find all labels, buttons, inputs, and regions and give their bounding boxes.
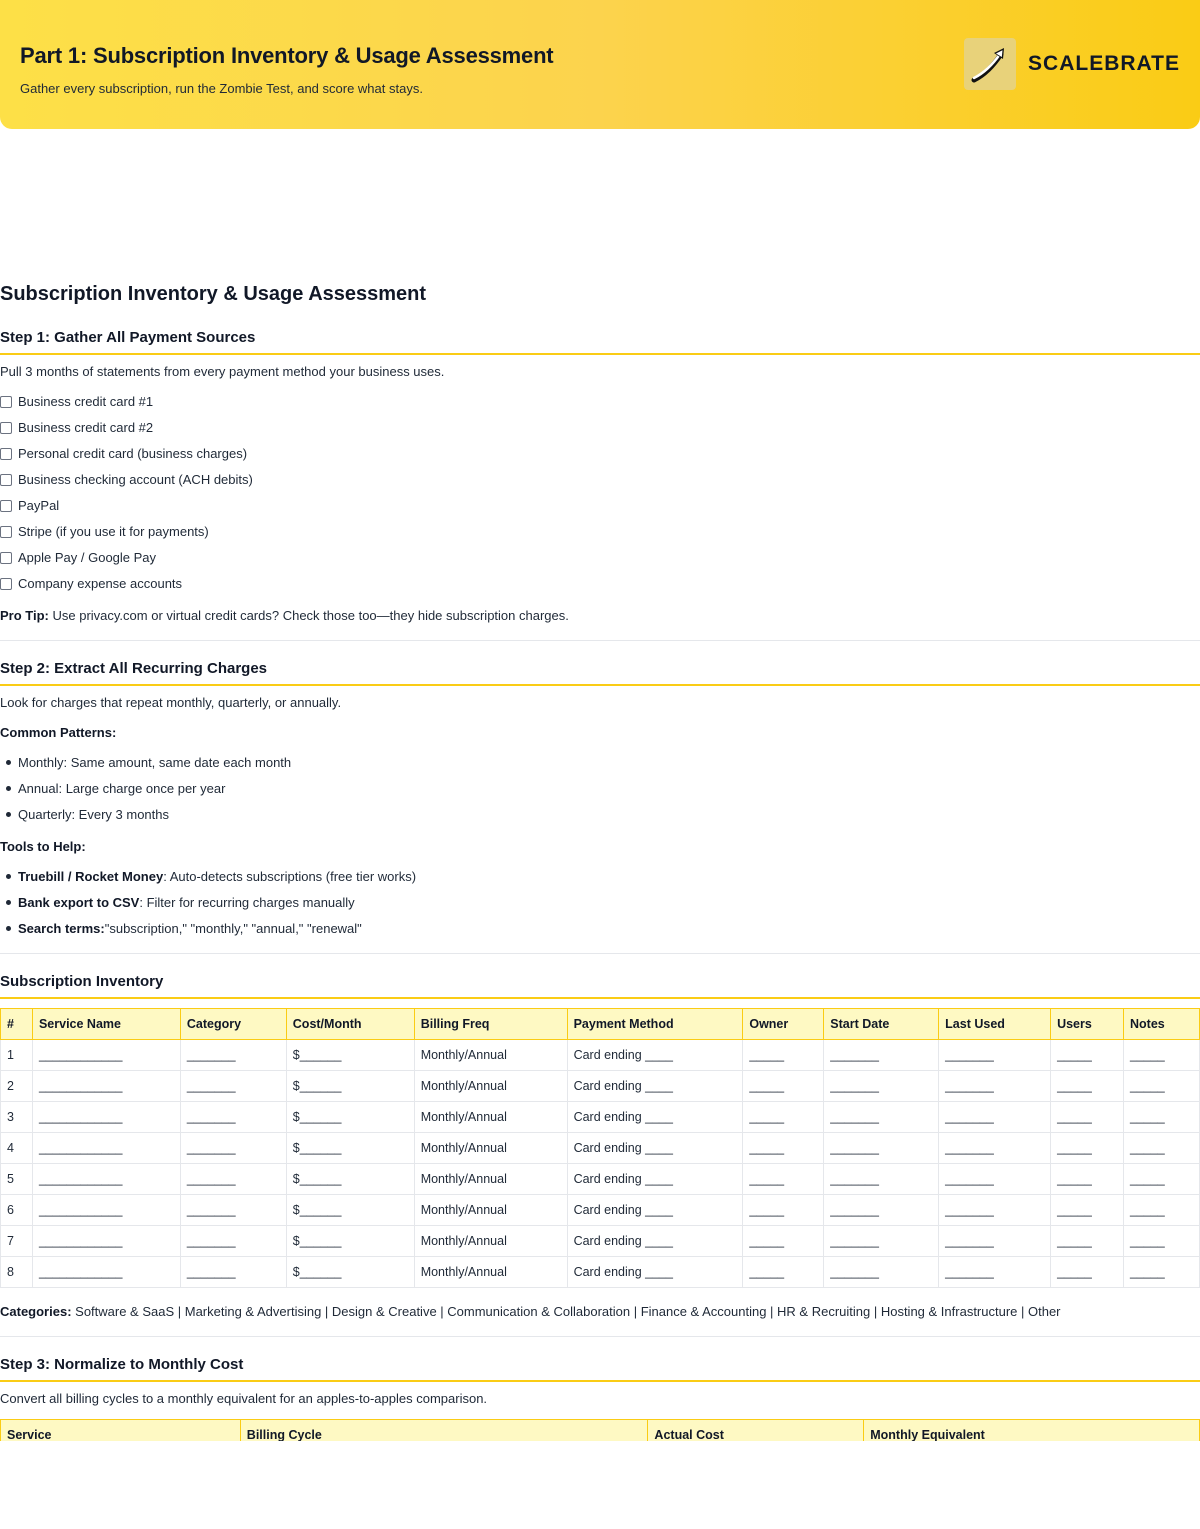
- brand[interactable]: [964, 38, 1180, 90]
- table-cell[interactable]: _____: [743, 1257, 824, 1288]
- table-cell[interactable]: _____: [743, 1071, 824, 1102]
- table-cell[interactable]: _____: [743, 1040, 824, 1071]
- rising-arrow-icon: [964, 38, 1016, 90]
- table-cell[interactable]: $______: [286, 1164, 414, 1195]
- divider: [0, 1336, 1200, 1337]
- table-cell[interactable]: $______: [286, 1040, 414, 1071]
- row-number: 7: [1, 1226, 33, 1257]
- list-item: Monthly: Same amount, same date each month: [6, 755, 291, 770]
- inventory-table: [0, 1008, 1200, 1288]
- column-header: Notes: [1124, 1009, 1200, 1040]
- table-cell[interactable]: Monthly/Annual: [414, 1226, 567, 1257]
- table-cell[interactable]: Monthly/Annual: [414, 1195, 567, 1226]
- table-cell[interactable]: _______: [180, 1102, 286, 1133]
- table-cell[interactable]: Card ending ____: [567, 1040, 743, 1071]
- list-item: Quarterly: Every 3 months: [6, 807, 169, 822]
- table-cell[interactable]: ____________: [32, 1102, 180, 1133]
- table-cell[interactable]: _____: [1124, 1133, 1200, 1164]
- table-cell[interactable]: _____: [1051, 1040, 1124, 1071]
- table-cell[interactable]: _____: [1051, 1257, 1124, 1288]
- column-header: Monthly Equivalent: [864, 1420, 1200, 1450]
- table-cell[interactable]: _______: [180, 1195, 286, 1226]
- table-header-row: [1, 1009, 1200, 1040]
- table-cell[interactable]: Card ending ____: [567, 1226, 743, 1257]
- table-cell[interactable]: _____: [1051, 1133, 1124, 1164]
- checkbox[interactable]: [0, 526, 12, 538]
- table-cell[interactable]: _____: [1051, 1226, 1124, 1257]
- table-cell[interactable]: _______: [180, 1164, 286, 1195]
- checklist-item[interactable]: Business credit card #2: [0, 420, 153, 435]
- column-header: Service: [1, 1420, 241, 1450]
- checkbox[interactable]: [0, 396, 12, 408]
- column-header: Cost/Month: [286, 1009, 414, 1040]
- table-cell[interactable]: $______: [286, 1071, 414, 1102]
- table-cell[interactable]: Monthly/Annual: [414, 1071, 567, 1102]
- list-item: Bank export to CSV : Filter for recurring charges manually: [6, 895, 355, 910]
- step3-heading: Step 3: Normalize to Monthly Cost: [0, 1356, 1200, 1382]
- table-cell[interactable]: _______: [939, 1102, 1051, 1133]
- checklist-item[interactable]: Business credit card #1: [0, 394, 153, 409]
- table-cell[interactable]: _______: [824, 1040, 939, 1071]
- column-header: Start Date: [824, 1009, 939, 1040]
- table-cell[interactable]: $______: [286, 1133, 414, 1164]
- table-cell[interactable]: _____: [743, 1164, 824, 1195]
- table-row: [1, 1102, 1200, 1133]
- divider: [0, 953, 1200, 954]
- checklist-item[interactable]: Company expense accounts: [0, 576, 182, 591]
- checkbox[interactable]: [0, 422, 12, 434]
- table-cell[interactable]: ____________: [32, 1257, 180, 1288]
- table-row: [1, 1257, 1200, 1288]
- table-cell[interactable]: _____: [1051, 1071, 1124, 1102]
- table-cell[interactable]: _______: [939, 1040, 1051, 1071]
- brand-name: SCALEBRATE: [1028, 52, 1180, 75]
- table-cell[interactable]: ____________: [32, 1195, 180, 1226]
- table-cell[interactable]: Monthly/Annual: [414, 1257, 567, 1288]
- row-number: 5: [1, 1164, 33, 1195]
- row-number: 8: [1, 1257, 33, 1288]
- list-item: Truebill / Rocket Money : Auto-detects subscriptions (free tier works): [6, 869, 416, 884]
- table-cell[interactable]: Monthly/Annual: [414, 1164, 567, 1195]
- table-cell[interactable]: Card ending ____: [567, 1195, 743, 1226]
- table-cell[interactable]: Monthly/Annual: [414, 1133, 567, 1164]
- section-title: Subscription Inventory & Usage Assessment: [0, 283, 427, 305]
- table-cell[interactable]: _______: [180, 1133, 286, 1164]
- table-cell[interactable]: _______: [824, 1071, 939, 1102]
- column-header: Category: [180, 1009, 286, 1040]
- table-cell[interactable]: _____: [1051, 1164, 1124, 1195]
- table-cell[interactable]: ____________: [32, 1040, 180, 1071]
- table-cell[interactable]: _______: [824, 1195, 939, 1226]
- column-header: Payment Method: [567, 1009, 743, 1040]
- table-cell[interactable]: _____: [743, 1226, 824, 1257]
- list-item: Search terms: "subscription," "monthly," "annual," "renewal": [6, 921, 362, 936]
- checklist-item[interactable]: PayPal: [0, 498, 59, 513]
- table-cell[interactable]: Card ending ____: [567, 1164, 743, 1195]
- column-header: #: [1, 1009, 33, 1040]
- column-header: Service Name: [32, 1009, 180, 1040]
- table-cell[interactable]: _____: [1124, 1102, 1200, 1133]
- page-subtitle: Gather every subscription, run the Zombie Test, and score what stays.: [20, 81, 423, 96]
- checklist-item[interactable]: Stripe (if you use it for payments): [0, 524, 209, 539]
- list-item: Annual: Large charge once per year: [6, 781, 225, 796]
- page-fold: [0, 1441, 1200, 1529]
- column-header: Actual Cost: [648, 1420, 864, 1450]
- categories-note: Categories: Software & SaaS | Marketing & Advertising | Design & Creative | Communication & Collaboration | Finance & Accounting | HR & Recruiting | Hosting & Infrastructure | Other: [0, 1304, 1061, 1319]
- checklist-item[interactable]: Personal credit card (business charges): [0, 446, 247, 461]
- row-number: 1: [1, 1040, 33, 1071]
- checklist-item[interactable]: Apple Pay / Google Pay: [0, 550, 156, 565]
- row-number: 4: [1, 1133, 33, 1164]
- table-cell[interactable]: _____: [1124, 1257, 1200, 1288]
- table-cell[interactable]: Monthly/Annual: [414, 1102, 567, 1133]
- inventory-heading: Subscription Inventory: [0, 973, 1200, 999]
- table-cell[interactable]: _______: [824, 1164, 939, 1195]
- table-cell[interactable]: _____: [1051, 1102, 1124, 1133]
- table-cell[interactable]: _______: [939, 1164, 1051, 1195]
- tools-label: Tools to Help:: [0, 839, 86, 854]
- checkbox[interactable]: [0, 474, 12, 486]
- table-cell[interactable]: Card ending ____: [567, 1133, 743, 1164]
- page-header: [0, 0, 1200, 129]
- table-cell[interactable]: _____: [1124, 1071, 1200, 1102]
- step2-heading: Step 2: Extract All Recurring Charges: [0, 660, 1200, 686]
- page-title: Part 1: Subscription Inventory & Usage Assessment: [20, 43, 554, 68]
- table-row: [1, 1071, 1200, 1102]
- table-cell[interactable]: _______: [939, 1226, 1051, 1257]
- table-cell[interactable]: $______: [286, 1226, 414, 1257]
- table-cell[interactable]: _____: [743, 1102, 824, 1133]
- table-cell[interactable]: _______: [939, 1195, 1051, 1226]
- checkbox[interactable]: [0, 500, 12, 512]
- table-cell[interactable]: _____: [1124, 1195, 1200, 1226]
- table-cell[interactable]: Card ending ____: [567, 1071, 743, 1102]
- table-cell[interactable]: $______: [286, 1195, 414, 1226]
- table-cell[interactable]: _____: [1124, 1226, 1200, 1257]
- row-number: 3: [1, 1102, 33, 1133]
- table-cell[interactable]: _____: [1124, 1040, 1200, 1071]
- table-cell[interactable]: _______: [939, 1133, 1051, 1164]
- table-cell[interactable]: $______: [286, 1102, 414, 1133]
- table-cell[interactable]: _____: [1124, 1164, 1200, 1195]
- table-cell[interactable]: _______: [824, 1133, 939, 1164]
- table-cell[interactable]: Card ending ____: [567, 1102, 743, 1133]
- patterns-label: Common Patterns:: [0, 725, 117, 740]
- row-number: 2: [1, 1071, 33, 1102]
- table-cell[interactable]: Card ending ____: [567, 1257, 743, 1288]
- checkbox[interactable]: [0, 578, 12, 590]
- table-cell[interactable]: _____: [743, 1195, 824, 1226]
- column-header: Owner: [743, 1009, 824, 1040]
- pro-tip: Pro Tip: Use privacy.com or virtual credit cards? Check those too—they hide subscription charges.: [0, 608, 569, 623]
- table-cell[interactable]: _______: [939, 1071, 1051, 1102]
- table-cell[interactable]: _______: [824, 1226, 939, 1257]
- column-header: Last Used: [939, 1009, 1051, 1040]
- table-cell[interactable]: $______: [286, 1257, 414, 1288]
- table-cell[interactable]: ____________: [32, 1164, 180, 1195]
- table-cell[interactable]: Monthly/Annual: [414, 1040, 567, 1071]
- step3-intro: Convert all billing cycles to a monthly equivalent for an apples-to-apples comparison.: [0, 1391, 488, 1406]
- column-header: Users: [1051, 1009, 1124, 1040]
- checkbox[interactable]: [0, 448, 12, 460]
- step1-intro: Pull 3 months of statements from every payment method your business uses.: [0, 364, 445, 379]
- table-cell[interactable]: ____________: [32, 1071, 180, 1102]
- checkbox[interactable]: [0, 552, 12, 564]
- table-cell[interactable]: _______: [939, 1257, 1051, 1288]
- table-row: [1, 1040, 1200, 1071]
- table-cell[interactable]: _______: [824, 1102, 939, 1133]
- checklist-item[interactable]: Business checking account (ACH debits): [0, 472, 253, 487]
- table-cell[interactable]: ____________: [32, 1226, 180, 1257]
- column-header: Billing Freq: [414, 1009, 567, 1040]
- table-cell[interactable]: _______: [824, 1257, 939, 1288]
- table-row: [1, 1133, 1200, 1164]
- table-cell[interactable]: _______: [180, 1226, 286, 1257]
- table-row: [1, 1226, 1200, 1257]
- table-row: [1, 1195, 1200, 1226]
- table-cell[interactable]: _______: [180, 1071, 286, 1102]
- step1-heading: Step 1: Gather All Payment Sources: [0, 329, 1200, 355]
- table-cell[interactable]: _____: [1051, 1195, 1124, 1226]
- table-cell[interactable]: _______: [180, 1257, 286, 1288]
- divider: [0, 640, 1200, 641]
- table-cell[interactable]: _______: [180, 1040, 286, 1071]
- column-header: Billing Cycle: [240, 1420, 648, 1450]
- table-row: [1, 1164, 1200, 1195]
- table-cell[interactable]: _____: [743, 1133, 824, 1164]
- step2-intro: Look for charges that repeat monthly, quarterly, or annually.: [0, 695, 342, 710]
- inventory-table-body: [1, 1040, 1200, 1288]
- row-number: 6: [1, 1195, 33, 1226]
- table-cell[interactable]: ____________: [32, 1133, 180, 1164]
